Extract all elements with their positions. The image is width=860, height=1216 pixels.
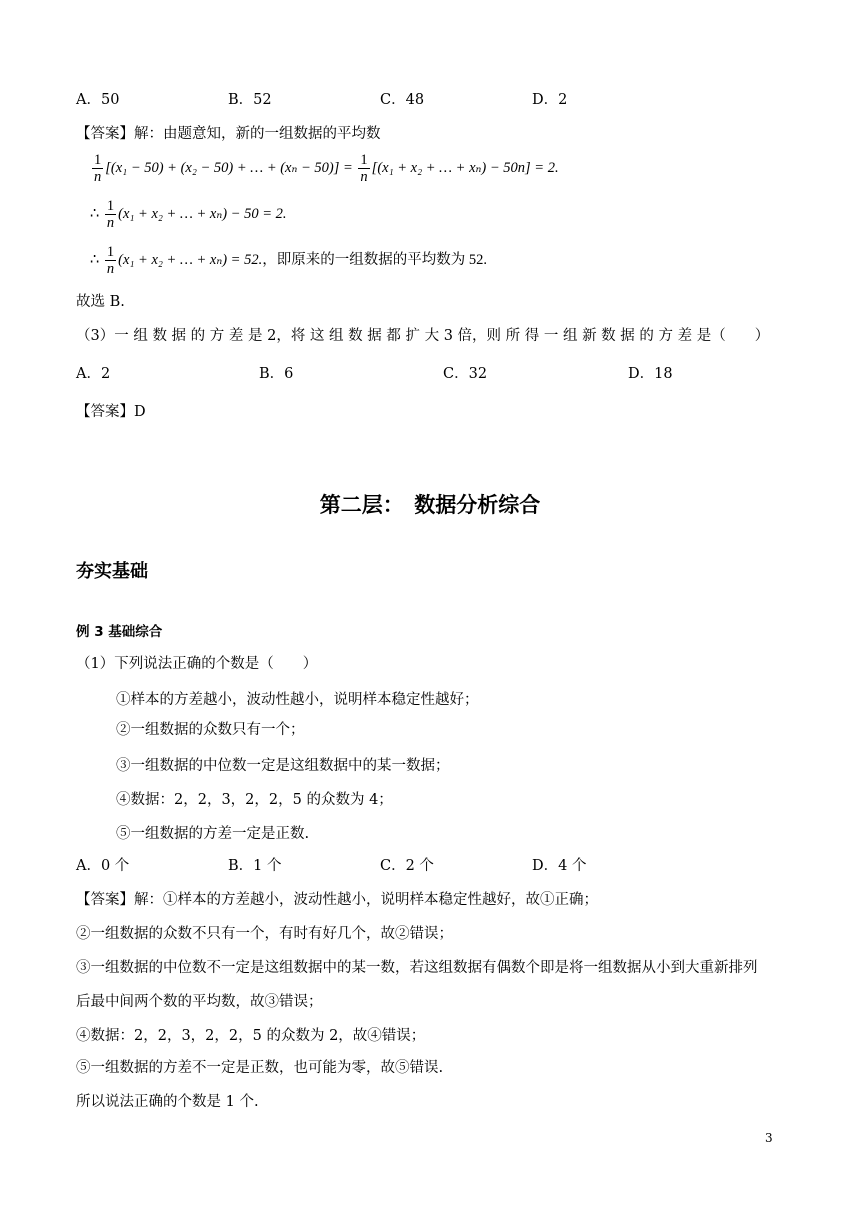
example-answer-line: 后最中间两个数的平均数，故③错误； bbox=[76, 994, 323, 1010]
section-title: 第二层： 数据分析综合 bbox=[319, 493, 541, 517]
example-q1-stem: （1）下列说法正确的个数是（ ） bbox=[76, 656, 318, 672]
page-number: 3 bbox=[765, 1131, 773, 1145]
answer-intro: 【答案】解：由题意知，新的一组数据的平均数 bbox=[76, 126, 381, 142]
answer-conclusion: 故选 B. bbox=[76, 294, 125, 310]
example-answer-line: ③一组数据的中位数不一定是这组数据中的某一数，若这组数据有偶数个即是将一组数据从小到大重新排列 bbox=[76, 960, 758, 976]
example-answer-line: ②一组数据的众数不只有一个，有时有好几个，故②错误； bbox=[76, 926, 453, 942]
example-option-b: B．1 个 bbox=[228, 858, 282, 874]
q3-answer: 【答案】D bbox=[76, 404, 146, 420]
example-option-d: D．4 个 bbox=[532, 858, 587, 874]
example-answer-line: ④数据：2，2，3，2，2，5 的众数为 2，故④错误； bbox=[76, 1028, 426, 1044]
statement-5: ⑤一组数据的方差一定是正数. bbox=[116, 826, 310, 842]
statement-4: ④数据：2，2，3，2，2，5 的众数为 4； bbox=[116, 792, 393, 808]
question-3-stem: （3）一 组 数 据 的 方 差 是 2，将 这 组 数 据 都 扩 大 3 倍，则 所 得 一 组 新 数 据 的 方 差 是（ ） bbox=[76, 328, 770, 344]
statement-3: ③一组数据的中位数一定是这组数据中的某一数据； bbox=[116, 758, 450, 774]
example-option-c: C．2 个 bbox=[380, 858, 434, 874]
equation-2: ∴ $\frac{1}{n}$ (x₁ + x₂ + … + xₙ) − 50 = 2. bbox=[90, 198, 287, 231]
q3-option-b: B．6 bbox=[259, 366, 294, 382]
option-d: D．2 bbox=[532, 92, 568, 108]
subsection-title: 夯实基础 bbox=[76, 561, 148, 582]
example-title: 例 3 基础综合 bbox=[76, 624, 163, 640]
equation-1: $\frac{1}{n}$ [(x₁ − 50) + (x₂ − 50) + … + (xₙ − 50)] = $\frac{1}{n}$ [(x₁ + x₂ + … + xₙ) − 50n] = 2. bbox=[94, 152, 559, 185]
statement-2: ②一组数据的众数只有一个； bbox=[116, 722, 305, 738]
example-answer-line: ⑤一组数据的方差不一定是正数，也可能为零，故⑤错误. bbox=[76, 1060, 444, 1076]
example-option-a: A．0 个 bbox=[76, 858, 130, 874]
option-b: B．52 bbox=[228, 92, 272, 108]
option-a: A．50 bbox=[76, 92, 120, 108]
example-answer-line: 【答案】解：①样本的方差越小，波动性越小，说明样本稳定性越好，故①正确； bbox=[76, 892, 598, 908]
equation-3: ∴ $\frac{1}{n}$ (x₁ + x₂ + … + xₙ) = 52.，即原来的一组数据的平均数为 52. bbox=[90, 244, 487, 277]
q3-option-c: C．32 bbox=[443, 366, 488, 382]
q3-option-a: A．2 bbox=[76, 366, 111, 382]
option-c: C．48 bbox=[380, 92, 425, 108]
statement-1: ①样本的方差越小，波动性越小，说明样本稳定性越好； bbox=[116, 692, 479, 708]
example-answer-line: 所以说法正确的个数是 1 个. bbox=[76, 1094, 259, 1110]
q3-option-d: D．18 bbox=[628, 366, 673, 382]
